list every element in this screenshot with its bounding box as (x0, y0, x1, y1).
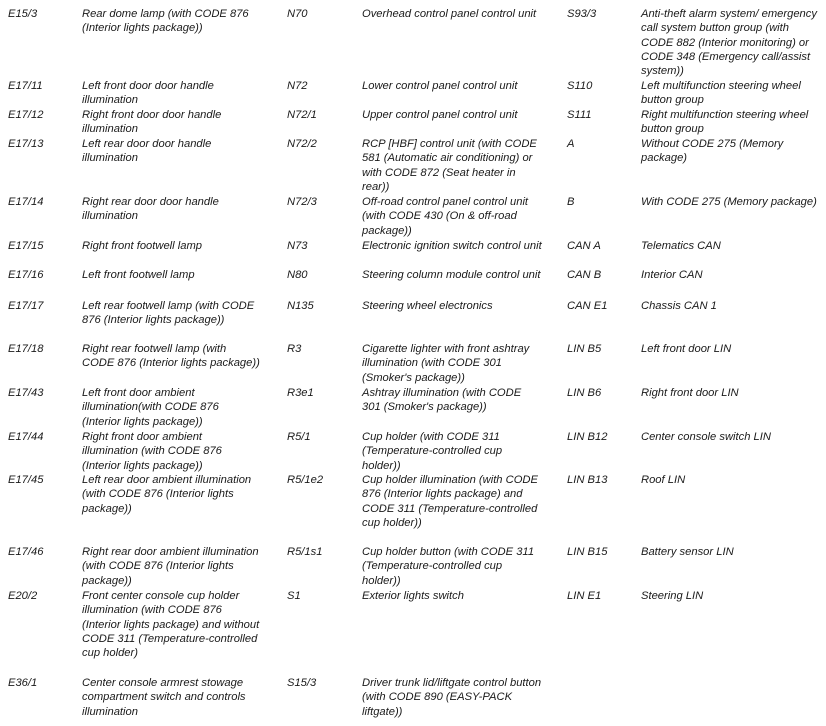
legend-code: E17/12 (8, 109, 44, 121)
legend-code: N72/2 (287, 138, 317, 150)
legend-description: Center console switch LIN (641, 431, 771, 443)
legend-description: With CODE 275 (Memory package) (641, 196, 817, 208)
legend-description: Cup holder (with CODE 311 (Temperature-controlled cup holder)) (362, 431, 503, 472)
legend-description: Anti-theft alarm system/ emergency call system button group (with CODE 882 (Interior monitoring) or CODE 348 (Emergency call/assist system)) (641, 8, 817, 78)
legend-code: R3e1 (287, 387, 314, 399)
legend-code: R3 (287, 343, 302, 355)
legend-code: LIN E1 (567, 590, 602, 602)
legend-description: Right rear footwell lamp (with CODE 876 (Interior lights package)) (82, 343, 260, 370)
legend-description: Right rear door door handle illumination (82, 196, 219, 223)
legend-code: LIN B5 (567, 343, 602, 355)
legend-description: Steering wheel electronics (362, 300, 493, 312)
legend-code: LIN B12 (567, 431, 608, 443)
legend-description: Left front door door handle illumination (82, 80, 214, 107)
legend-code: CAN E1 (567, 300, 608, 312)
legend-code: N72 (287, 80, 308, 92)
legend-code: E17/18 (8, 343, 44, 355)
legend-description: Left front door LIN (641, 343, 732, 355)
legend-code: E17/45 (8, 474, 44, 486)
legend-description: Right multifunction steering wheel button group (641, 109, 809, 136)
legend-code: R5/1e2 (287, 474, 324, 486)
legend-description: Left multifunction steering wheel button group (641, 80, 801, 107)
legend-description: Left rear door door handle illumination (82, 138, 212, 165)
legend-description: Interior CAN (641, 269, 703, 281)
legend-description: Without CODE 275 (Memory package) (641, 138, 784, 165)
legend-code: E36/1 (8, 677, 38, 689)
legend-code: LIN B13 (567, 474, 608, 486)
legend-description: Lower control panel control unit (362, 80, 518, 92)
legend-code: E15/3 (8, 8, 38, 20)
legend-description: Right rear door ambient illumination (with CODE 876 (Interior lights package)) (82, 546, 259, 587)
legend-code: LIN B15 (567, 546, 608, 558)
legend-description: Left rear door ambient illumination (with CODE 876 (Interior lights package)) (82, 474, 252, 515)
legend-code: CAN A (567, 240, 601, 252)
legend-description: Right front door LIN (641, 387, 739, 399)
legend-code: S111 (567, 109, 592, 121)
legend-code: N135 (287, 300, 314, 312)
legend-description: Front center console cup holder illumination (with CODE 876 (Interior lights package) and without CODE 311 (Temperature-controlled cup holder) (82, 590, 260, 660)
legend-code: E17/17 (8, 300, 44, 312)
legend-description: Right front footwell lamp (82, 240, 203, 252)
legend-code: N72/1 (287, 109, 317, 121)
legend-description: Cup holder button (with CODE 311 (Temperature-controlled cup holder)) (362, 546, 535, 587)
legend-code: S1 (287, 590, 301, 602)
legend-description: Left rear footwell lamp (with CODE 876 (Interior lights package)) (82, 300, 255, 327)
legend-code: R5/1 (287, 431, 311, 443)
legend-description: Upper control panel control unit (362, 109, 518, 121)
legend-code: E17/11 (8, 80, 43, 92)
legend-description: Off-road control panel control unit (with CODE 430 (On & off-road package)) (362, 196, 529, 237)
legend-code: E17/16 (8, 269, 44, 281)
legend-code: N70 (287, 8, 308, 20)
legend-code: E17/13 (8, 138, 44, 150)
legend-code: E17/46 (8, 546, 44, 558)
legend-code: A (567, 138, 575, 150)
legend-description: Battery sensor LIN (641, 546, 734, 558)
legend-description: Electronic ignition switch control unit (362, 240, 542, 252)
legend-description: Cup holder illumination (with CODE 876 (Interior lights package) and CODE 311 (Temperature-controlled cup holder)) (362, 474, 538, 529)
legend-code: E17/15 (8, 240, 44, 252)
legend-code: B (567, 196, 575, 208)
legend-description: Overhead control panel control unit (362, 8, 537, 20)
legend-description: Ashtray illumination (with CODE 301 (Smoker's package)) (362, 387, 522, 414)
legend-description: Center console armrest stowage compartment switch and controls illumination (82, 677, 246, 718)
legend-code: E17/43 (8, 387, 44, 399)
legend-description: Telematics CAN (641, 240, 721, 252)
legend-description: Chassis CAN 1 (641, 300, 717, 312)
legend-code: N72/3 (287, 196, 317, 208)
legend-code: E20/2 (8, 590, 38, 602)
legend-description: Steering column module control unit (362, 269, 541, 281)
legend-description: RCP [HBF] control unit (with CODE 581 (Automatic air conditioning) or with CODE 872 (Seat heater in rear)) (362, 138, 537, 193)
legend-description: Driver trunk lid/liftgate control button (with CODE 890 (EASY-PACK liftgate)) (362, 677, 542, 718)
legend-code: S110 (567, 80, 593, 92)
legend-code: S15/3 (287, 677, 317, 689)
legend-code: N73 (287, 240, 308, 252)
legend-code: S93/3 (567, 8, 597, 20)
legend-description: Right front door door handle illumination (82, 109, 222, 136)
legend-description: Left front door ambient illumination(with CODE 876 (Interior lights package)) (82, 387, 219, 428)
legend-description: Exterior lights switch (362, 590, 464, 602)
legend-code: E17/44 (8, 431, 44, 443)
legend-description: Cigarette lighter with front ashtray illumination (with CODE 301 (Smoker's package)) (362, 343, 530, 384)
legend-description: Left front footwell lamp (82, 269, 195, 281)
legend-code: CAN B (567, 269, 602, 281)
legend-code: N80 (287, 269, 308, 281)
legend-code: E17/14 (8, 196, 44, 208)
legend-description: Steering LIN (641, 590, 704, 602)
legend-description: Rear dome lamp (with CODE 876 (Interior lights package)) (82, 8, 249, 35)
legend-code: R5/1s1 (287, 546, 323, 558)
legend-description: Roof LIN (641, 474, 686, 486)
legend-description: Right front door ambient illumination (with CODE 876 (Interior lights package)) (82, 431, 222, 472)
legend-code: LIN B6 (567, 387, 602, 399)
